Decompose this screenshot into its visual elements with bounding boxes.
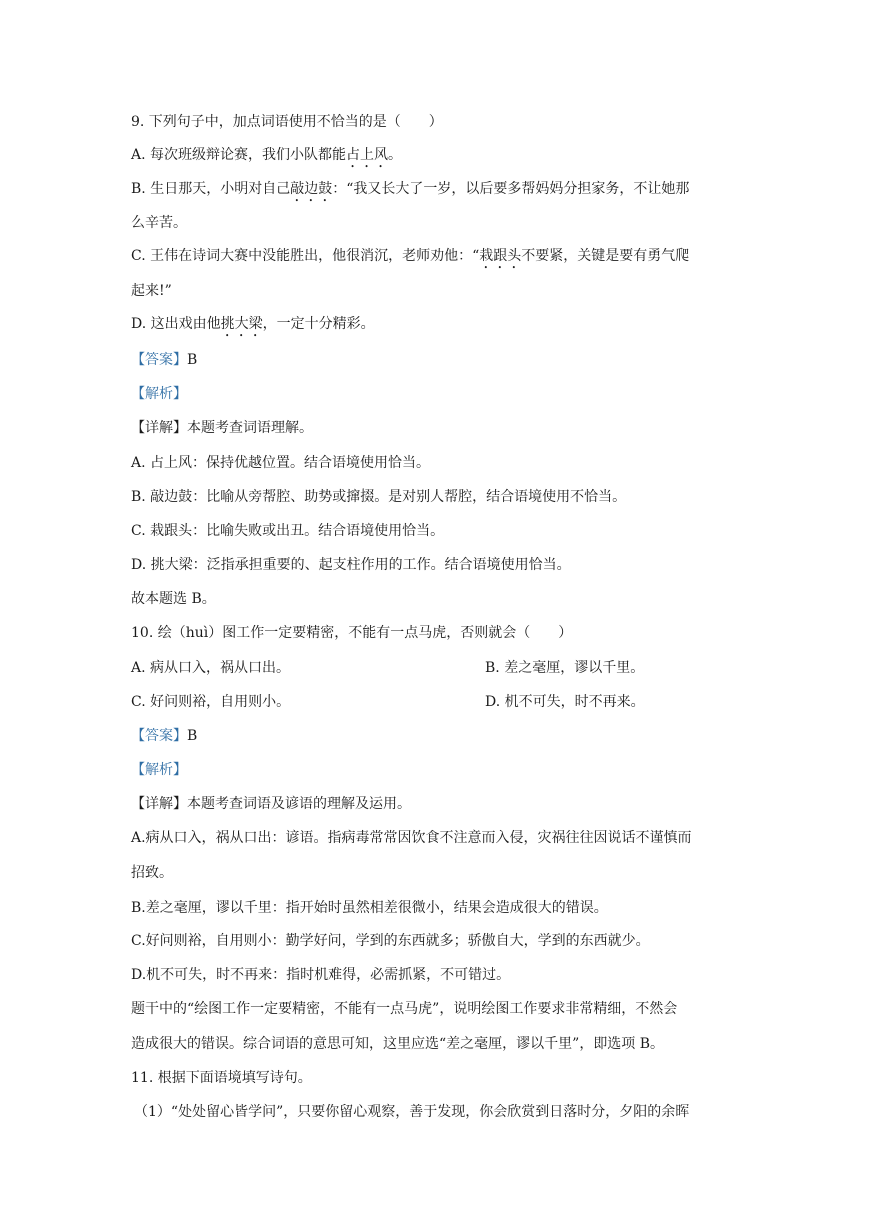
q9-option-a [131, 146, 402, 171]
q9-answer [131, 351, 197, 369]
q9-d-post: ，一定十分精彩。 [262, 316, 375, 332]
q10-explain-b: B.差之毫厘，谬以千里：指开始时虽然相差很微小，结果会造成很大的错误。 [131, 900, 608, 916]
q9-detail-text: 本题考查词语理解。 [187, 420, 313, 436]
q10-option-a: A. 病从口入，祸从口出。 [131, 660, 291, 676]
q9-answer-value: B [187, 352, 198, 368]
q9-explain-a: A. 占上风：保持优越位置。结合语境使用恰当。 [131, 455, 431, 471]
q10-detail-tag: 【详解】 [131, 796, 187, 812]
q11-stem: 11. 根据下面语境填写诗句。 [131, 1070, 312, 1086]
q10-explain-a: A.病从口入，祸从口出：谚语。指病毒常常因饮食不注意而入侵，灾祸往往因说话不谨慎而 [131, 830, 692, 846]
q9-conclusion: 故本题选 B。 [131, 591, 216, 607]
q9-a-pre: A. 每次班级辩论赛，我们小队都能 [131, 147, 347, 163]
q9-c-pre: C. 王伟在诗词大赛中没能胜出，他很消沉，老师劝他：“ [131, 248, 480, 264]
q9-option-c [131, 247, 689, 272]
q9-detail [131, 419, 313, 437]
q9-explain-d: D. 挑大梁：泛指承担重要的、起支柱作用的工作。结合语境使用恰当。 [131, 557, 571, 573]
q9-answer-tag: 【答案】 [131, 352, 187, 368]
q10-summary-cont: 造成很大的错误。综合词语的意思可知，这里应选“差之毫厘，谬以千里”，即选项 B。 [131, 1036, 665, 1052]
q10-option-c: C. 好问则裕，自用则小。 [131, 694, 291, 710]
q9-option-c-cont: 起来!” [131, 283, 172, 299]
q9-d-dotted-word: 挑大梁 [220, 316, 263, 332]
q10-answer-value: B [187, 728, 198, 744]
q9-detail-tag: 【详解】 [131, 420, 187, 436]
q9-a-dotted-word: 占上风 [346, 147, 389, 163]
q9-option-b-cont: 么辛苦。 [131, 215, 187, 231]
q10-answer-tag: 【答案】 [131, 728, 187, 744]
q9-d-pre: D. 这出戏由他 [131, 316, 221, 332]
q9-option-b [131, 180, 689, 205]
q9-b-pre: B. 生日那天，小明对自己 [131, 181, 291, 197]
q9-a-post: 。 [388, 147, 403, 163]
q9-c-dotted-word: 栽跟头 [479, 248, 522, 264]
q10-answer [131, 727, 197, 745]
q9-b-dotted-word: 敲边鼓 [290, 181, 333, 197]
q10-option-b: B. 差之毫厘，谬以千里。 [485, 660, 645, 676]
q10-explain-a-cont: 招致。 [131, 865, 173, 881]
q10-stem: 10. 绘（huì）图工作一定要精密，不能有一点马虎，否则就会（ ） [131, 625, 573, 641]
q10-detail [131, 795, 411, 813]
q10-detail-text: 本题考查词语及谚语的理解及运用。 [187, 796, 411, 812]
q9-b-post: ：“我又长大了一岁，以后要多帮妈妈分担家务，不让她那 [332, 181, 690, 197]
q10-summary: 题干中的“绘图工作一定要精密，不能有一点马虎”，说明绘图工作要求非常精细，不然会 [131, 1001, 678, 1017]
q9-c-post: 不要紧，关键是要有勇气爬 [521, 248, 690, 264]
q10-explain-d: D.机不可失，时不再来：指时机难得，必需抓紧，不可错过。 [131, 967, 511, 983]
q9-analysis-tag: 【解析】 [131, 386, 187, 402]
q9-explain-c: C. 栽跟头：比喻失败或出丑。结合语境使用恰当。 [131, 523, 445, 539]
q10-option-d: D. 机不可失，时不再来。 [485, 694, 645, 710]
q9-explain-b: B. 敲边鼓：比喻从旁帮腔、助势或撺掇。是对别人帮腔，结合语境使用不恰当。 [131, 489, 627, 505]
q9-option-d [131, 315, 375, 340]
q10-explain-c: C.好问则裕，自用则小：勤学好问，学到的东西就多；骄傲自大，学到的东西就少。 [131, 933, 650, 949]
q10-analysis-tag: 【解析】 [131, 762, 187, 778]
q11-part1: （1）“处处留心皆学问”，只要你留心观察，善于发现，你会欣赏到日落时分，夕阳的余晖 [134, 1104, 690, 1120]
q9-stem: 9. 下列句子中，加点词语使用不恰当的是（ ） [131, 114, 443, 130]
